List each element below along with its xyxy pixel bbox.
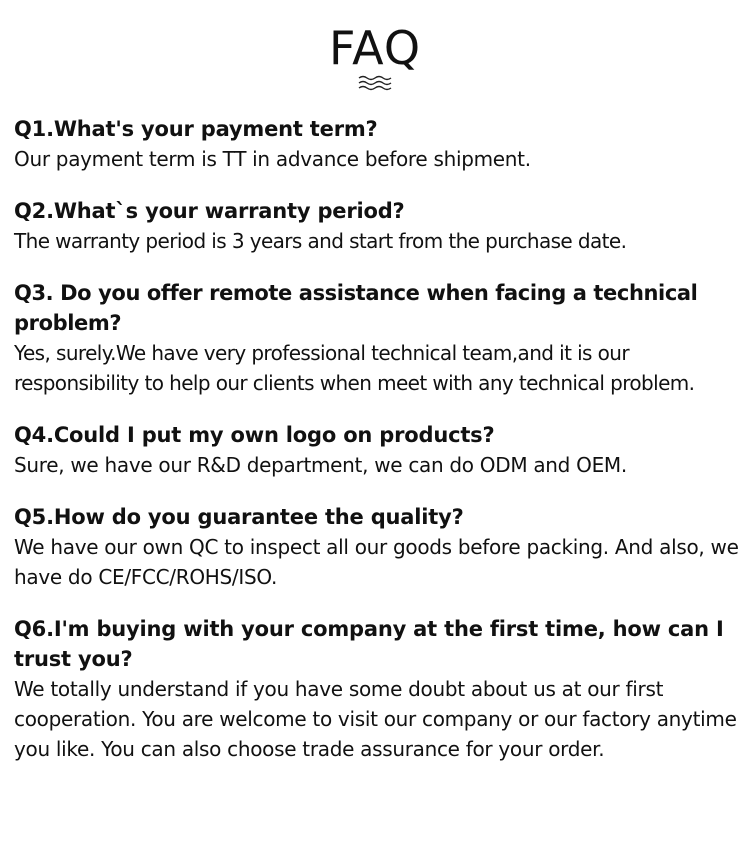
faq-question: Q2.What`s your warranty period? <box>14 199 405 223</box>
faq-item <box>14 614 744 764</box>
faq-question: Q4.Could I put my own logo on products? <box>14 423 495 447</box>
faq-question: Q1.What's your payment term? <box>14 117 378 141</box>
faq-item <box>14 196 744 256</box>
faq-header <box>0 22 750 92</box>
faq-answer: The warranty period is 3 years and start from the purchase date. <box>14 229 627 253</box>
wave-lines-icon <box>357 74 393 92</box>
page-title: FAQ <box>328 21 422 75</box>
faq-item <box>14 114 744 174</box>
faq-item <box>14 278 744 398</box>
faq-question: Q3. Do you offer remote assistance when facing a technical problem? <box>14 281 698 335</box>
faq-answer: Yes, surely.We have very professional technical team,and it is our responsibility to help our clients when meet with any technical problem. <box>14 341 695 395</box>
faq-question: Q5.How do you guarantee the quality? <box>14 505 464 529</box>
faq-item <box>14 420 744 480</box>
faq-question: Q6.I'm buying with your company at the first time, how can I trust you? <box>14 617 724 671</box>
faq-answer: We totally understand if you have some doubt about us at our first cooperation. You are welcome to visit our company or our factory anytime you like. You can also choose trade assurance for your order. <box>14 677 737 761</box>
faq-list <box>14 114 744 786</box>
faq-answer: Our payment term is TT in advance before shipment. <box>14 147 531 171</box>
faq-item <box>14 502 744 592</box>
faq-answer: We have our own QC to inspect all our goods before packing. And also, we have do CE/FCC/ROHS/ISO. <box>14 535 739 589</box>
faq-answer: Sure, we have our R&D department, we can do ODM and OEM. <box>14 453 627 477</box>
